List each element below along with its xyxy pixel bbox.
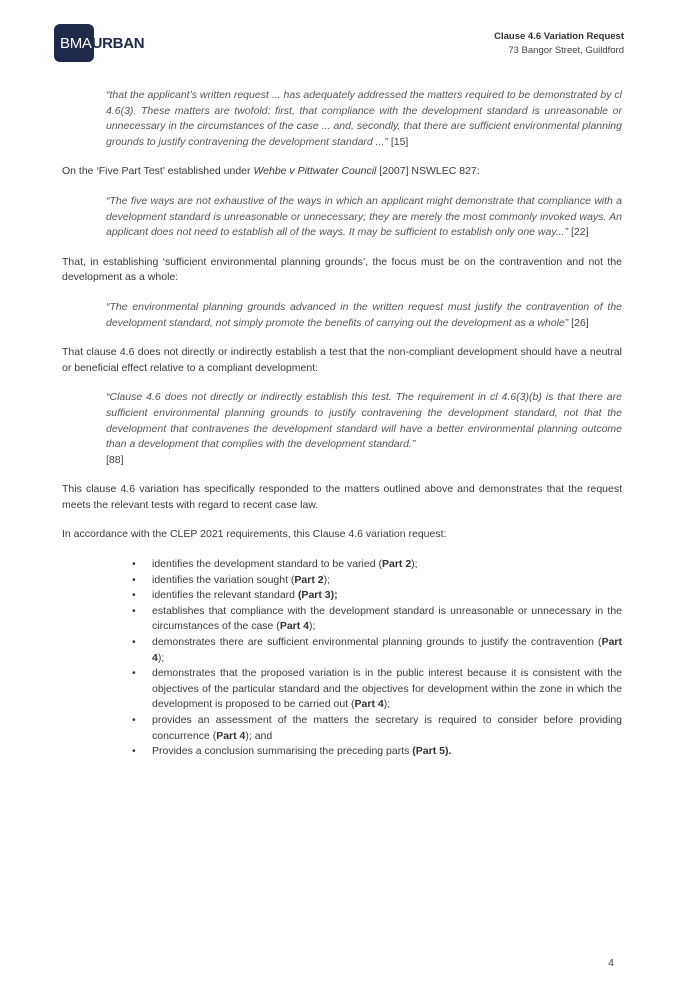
list-item	[132, 744, 622, 760]
list-item-tail: ); and	[245, 729, 273, 742]
list-item	[132, 557, 622, 573]
list-item-tail: );	[411, 558, 418, 571]
list-item-tail: );	[323, 573, 331, 586]
quote-block	[106, 194, 622, 241]
document-address: 73 Bangor Street, Guildford	[508, 45, 624, 56]
logo-urban: URBAN	[91, 34, 145, 52]
paragraph: That, in establishing ‘sufficient environmental planning grounds’, the focus must be on the contravention and not the development as a whole:	[62, 255, 622, 284]
quote-block	[106, 300, 622, 331]
paragraph: This clause 4.6 variation has specifically responded to the matters outlined above and demonstrates that the request meets the relevant tests with regard to recent case law.	[62, 483, 622, 511]
part-reference: Part 4	[152, 636, 622, 664]
list-item-text: demonstrates there are sufficient environmental planning grounds to justify the contravention (	[152, 636, 602, 649]
quote-text: “The environmental planning grounds advanced in the written request must justify the contravention of the development standard, not simply promote the benefits of carrying out the development as a whole”	[106, 300, 622, 329]
list-item	[132, 666, 622, 713]
list-item-text: demonstrates that the proposed variation is in the public interest because it is consistent with the objectives of the particular standard and the objectives for development within the zone in which the development is proposed to be carried out (	[152, 667, 622, 711]
list-item-text: identifies the relevant standard	[152, 589, 298, 602]
quote-block	[106, 390, 622, 468]
company-logo	[54, 24, 152, 62]
list-item-tail: );	[157, 651, 165, 664]
part-reference: Part 4	[216, 729, 246, 742]
logo-text	[54, 35, 144, 52]
list-item	[132, 713, 622, 744]
bullet-glyph: •	[132, 667, 136, 680]
list-item-text: identifies the development standard to be varied (	[152, 558, 382, 571]
list-item-text: provides an assessment of the matters the secretary is required to consider before providing concurrence (	[152, 714, 622, 742]
document-header	[494, 30, 624, 58]
case-name: Wehbe v Pittwater Council	[253, 165, 377, 178]
paragraph: That clause 4.6 does not directly or indirectly establish a test that the non-compliant development should have a neutral or beneficial effect relative to a compliant development:	[62, 346, 622, 374]
list-item-text: Provides a conclusion summarising the preceding parts	[152, 745, 413, 758]
list-item	[132, 604, 622, 635]
part-reference: Part 4	[279, 620, 309, 633]
bullet-glyph: •	[132, 745, 136, 758]
list-item-tail: );	[383, 698, 391, 711]
part-reference: (Part 3);	[297, 589, 338, 602]
page-body	[62, 88, 622, 760]
bullet-glyph: •	[132, 573, 136, 586]
quote-text: “The five ways are not exhaustive of the ways in which an applicant might demonstrate that compliance with a development standard is unreasonable or unnecessary; they are merely the most commonly invoked ways. An applicant does not need to establish all of the ways. It may be sufficient to establish only one way...”	[106, 194, 622, 239]
page-number: 4	[608, 957, 614, 969]
quote-reference: [22]	[568, 226, 589, 239]
part-reference: Part 4	[354, 698, 384, 711]
list-item-text: establishes that compliance with the development standard is unreasonable or unnecessary in the circumstances of the case (	[152, 604, 622, 633]
quote-reference: [15]	[387, 135, 409, 148]
quote-reference: [26]	[568, 316, 589, 329]
quote-text: “that the applicant’s written request ... has adequately addressed the matters required to be demonstrated by cl 4.6(3). These matters are twofold: first, that compliance with the development standard is unreasonable or unnecessary in the circumstances of the case ... and, secondly, that there are sufficient environmental planning grounds to justify contravening the development standard ...”	[106, 89, 622, 148]
list-item	[132, 588, 622, 604]
list-item	[132, 573, 622, 589]
paragraph	[62, 164, 622, 180]
quote-reference: [88]	[106, 453, 124, 466]
bullet-glyph: •	[132, 714, 136, 726]
part-reference: Part 2	[381, 558, 412, 571]
quote-block	[106, 88, 622, 150]
document-title: Clause 4.6 Variation Request	[494, 31, 624, 42]
logo-bma: BMA	[60, 34, 92, 52]
paragraph-text: On the ‘Five Part Test’ established under	[62, 165, 254, 178]
requirements-list	[62, 557, 622, 760]
bullet-glyph: •	[132, 589, 136, 602]
bullet-glyph: •	[132, 636, 136, 649]
bullet-glyph: •	[132, 604, 136, 617]
list-item-text: identifies the variation sought (	[152, 573, 295, 586]
quote-text: “Clause 4.6 does not directly or indirectly establish this test. The requirement in cl 4.6(3)(b) is that there are sufficient environmental planning grounds to justify contravening the development standard, not that the development that contravenes the development standard will have a better environmental planning outcome than a development that complies with the development standard.”	[106, 391, 622, 451]
part-reference: (Part 5).	[412, 745, 452, 758]
bullet-glyph: •	[132, 558, 136, 571]
list-item	[132, 635, 622, 666]
paragraph: In accordance with the CLEP 2021 requirements, this Clause 4.6 variation request:	[62, 528, 447, 541]
part-reference: Part 2	[294, 573, 324, 586]
list-item-tail: );	[309, 620, 316, 633]
paragraph-text: [2007] NSWLEC 827:	[376, 165, 480, 178]
